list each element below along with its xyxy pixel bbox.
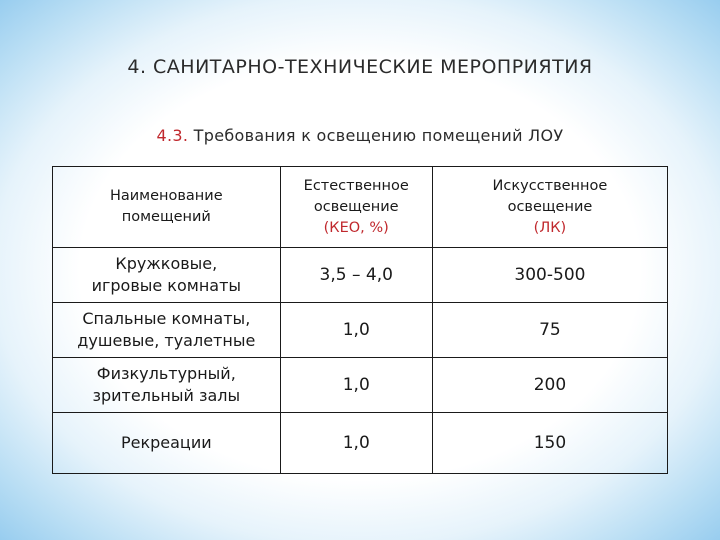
room-name-line: Физкультурный, xyxy=(96,364,236,383)
room-name-line: душевые, туалетные xyxy=(77,331,256,350)
header-natural-lighting xyxy=(280,167,432,248)
table-header-row xyxy=(53,167,668,248)
room-name-cell xyxy=(53,248,281,303)
natural-value-cell: 1,0 xyxy=(280,303,432,358)
room-name-line: Спальные комнаты, xyxy=(82,309,251,328)
header-line: Наименование xyxy=(109,188,223,204)
header-line: Естественное xyxy=(303,177,409,194)
room-name-line: Рекреации xyxy=(120,433,212,452)
room-name-cell xyxy=(53,358,281,413)
table-row xyxy=(53,303,668,358)
artificial-value-cell: 300-500 xyxy=(432,248,667,303)
natural-value-cell: 1,0 xyxy=(280,413,432,474)
artificial-value-cell: 150 xyxy=(432,413,667,474)
natural-value-cell: 3,5 – 4,0 xyxy=(280,248,432,303)
natural-value-cell: 1,0 xyxy=(280,358,432,413)
header-unit: (КЕО, %) xyxy=(323,219,389,236)
header-line: Искусственное xyxy=(492,177,608,194)
header-line: освещение xyxy=(313,198,399,215)
header-artificial-lighting xyxy=(432,167,667,248)
slide-subtitle xyxy=(0,126,720,145)
header-room-name xyxy=(53,167,281,248)
room-name-cell xyxy=(53,413,281,474)
room-name-line: Кружковые, xyxy=(115,254,218,273)
slide-title: 4. САНИТАРНО-ТЕХНИЧЕСКИЕ МЕРОПРИЯТИЯ xyxy=(127,56,593,78)
artificial-value-cell: 75 xyxy=(432,303,667,358)
table-row xyxy=(53,248,668,303)
room-name-line: зрительный залы xyxy=(92,386,241,405)
subtitle-number: 4.3. xyxy=(156,126,189,145)
artificial-value-cell: 200 xyxy=(432,358,667,413)
room-name-line: игровые комнаты xyxy=(91,276,242,295)
header-line: помещений xyxy=(121,209,211,225)
table-row xyxy=(53,358,668,413)
header-line: освещение xyxy=(507,198,593,215)
table-row xyxy=(53,413,668,474)
room-name-cell xyxy=(53,303,281,358)
lighting-requirements-table xyxy=(52,166,668,474)
subtitle-text: Требования к освещению помещений ЛОУ xyxy=(193,126,564,145)
header-unit: (ЛК) xyxy=(533,219,567,236)
